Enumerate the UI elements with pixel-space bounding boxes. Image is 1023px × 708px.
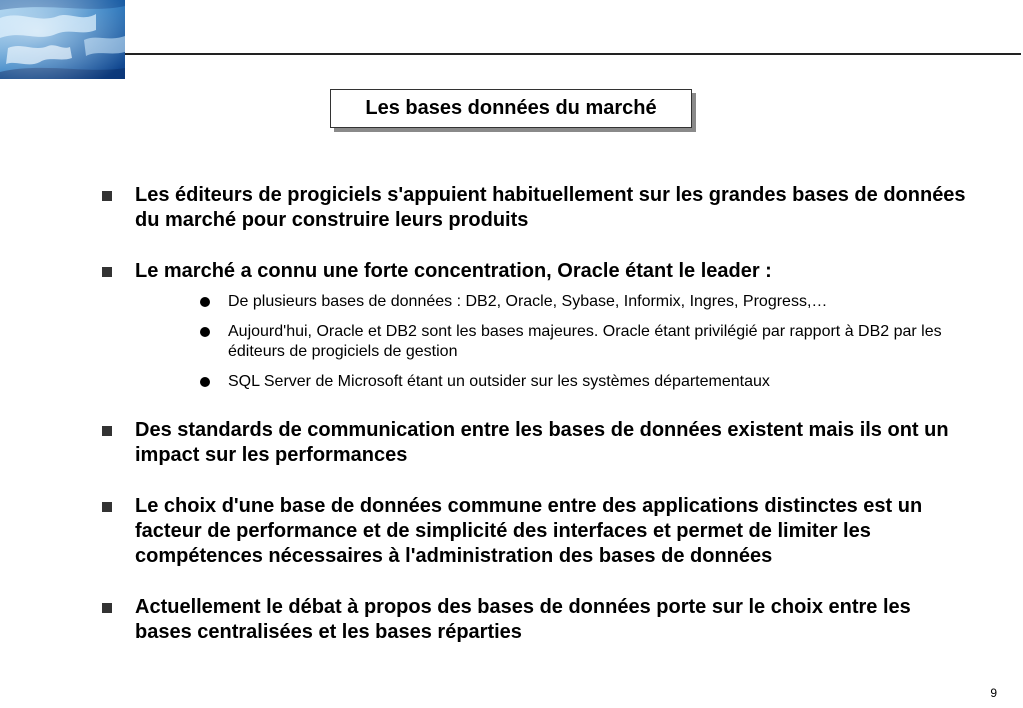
sub-bullet-list <box>100 292 970 392</box>
bullet-text: Des standards de communication entre les bases de données existent mais ils ont un impact sur les performances <box>135 419 949 466</box>
sub-bullet-item <box>100 322 970 362</box>
square-bullet-icon <box>102 603 112 613</box>
globe-icon <box>0 0 125 79</box>
globe-header-image <box>0 0 125 79</box>
page-number: 9 <box>990 686 997 700</box>
sub-bullet-text: Aujourd'hui, Oracle et DB2 sont les bases majeures. Oracle étant privilégié par rapport à DB2 par les éditeurs de progiciels de gestion <box>228 323 942 360</box>
square-bullet-icon <box>102 191 112 201</box>
bullet-text: Les éditeurs de progiciels s'appuient habituellement sur les grandes bases de données du marché pour construire leurs produits <box>135 184 966 231</box>
sub-bullet-text: De plusieurs bases de données : DB2, Oracle, Sybase, Informix, Ingres, Progress,… <box>228 293 828 310</box>
bullet-item <box>100 595 970 645</box>
bullet-item <box>100 418 970 468</box>
header-rule <box>125 53 1021 55</box>
sub-bullet-text: SQL Server de Microsoft étant un outsider sur les systèmes départementaux <box>228 373 770 390</box>
bullet-item <box>100 183 970 233</box>
sub-bullet-item <box>100 292 970 312</box>
slide-title-box <box>330 89 692 128</box>
bullet-text: Le marché a connu une forte concentration, Oracle étant le leader : <box>135 260 772 282</box>
round-bullet-icon <box>200 297 210 307</box>
square-bullet-icon <box>102 267 112 277</box>
bullet-item <box>100 494 970 569</box>
round-bullet-icon <box>200 377 210 387</box>
bullet-list <box>100 183 970 645</box>
bullet-text: Actuellement le débat à propos des bases de données porte sur le choix entre les bases centralisées et les bases réparties <box>135 596 911 643</box>
bullet-item <box>100 259 970 284</box>
square-bullet-icon <box>102 502 112 512</box>
square-bullet-icon <box>102 426 112 436</box>
slide-title: Les bases données du marché <box>365 97 657 119</box>
round-bullet-icon <box>200 327 210 337</box>
sub-bullet-item <box>100 372 970 392</box>
bullet-text: Le choix d'une base de données commune entre des applications distinctes est un facteur de performance et de simplicité des interfaces et permet de limiter les compétences nécessaires à l'administration des bases de données <box>135 495 923 567</box>
